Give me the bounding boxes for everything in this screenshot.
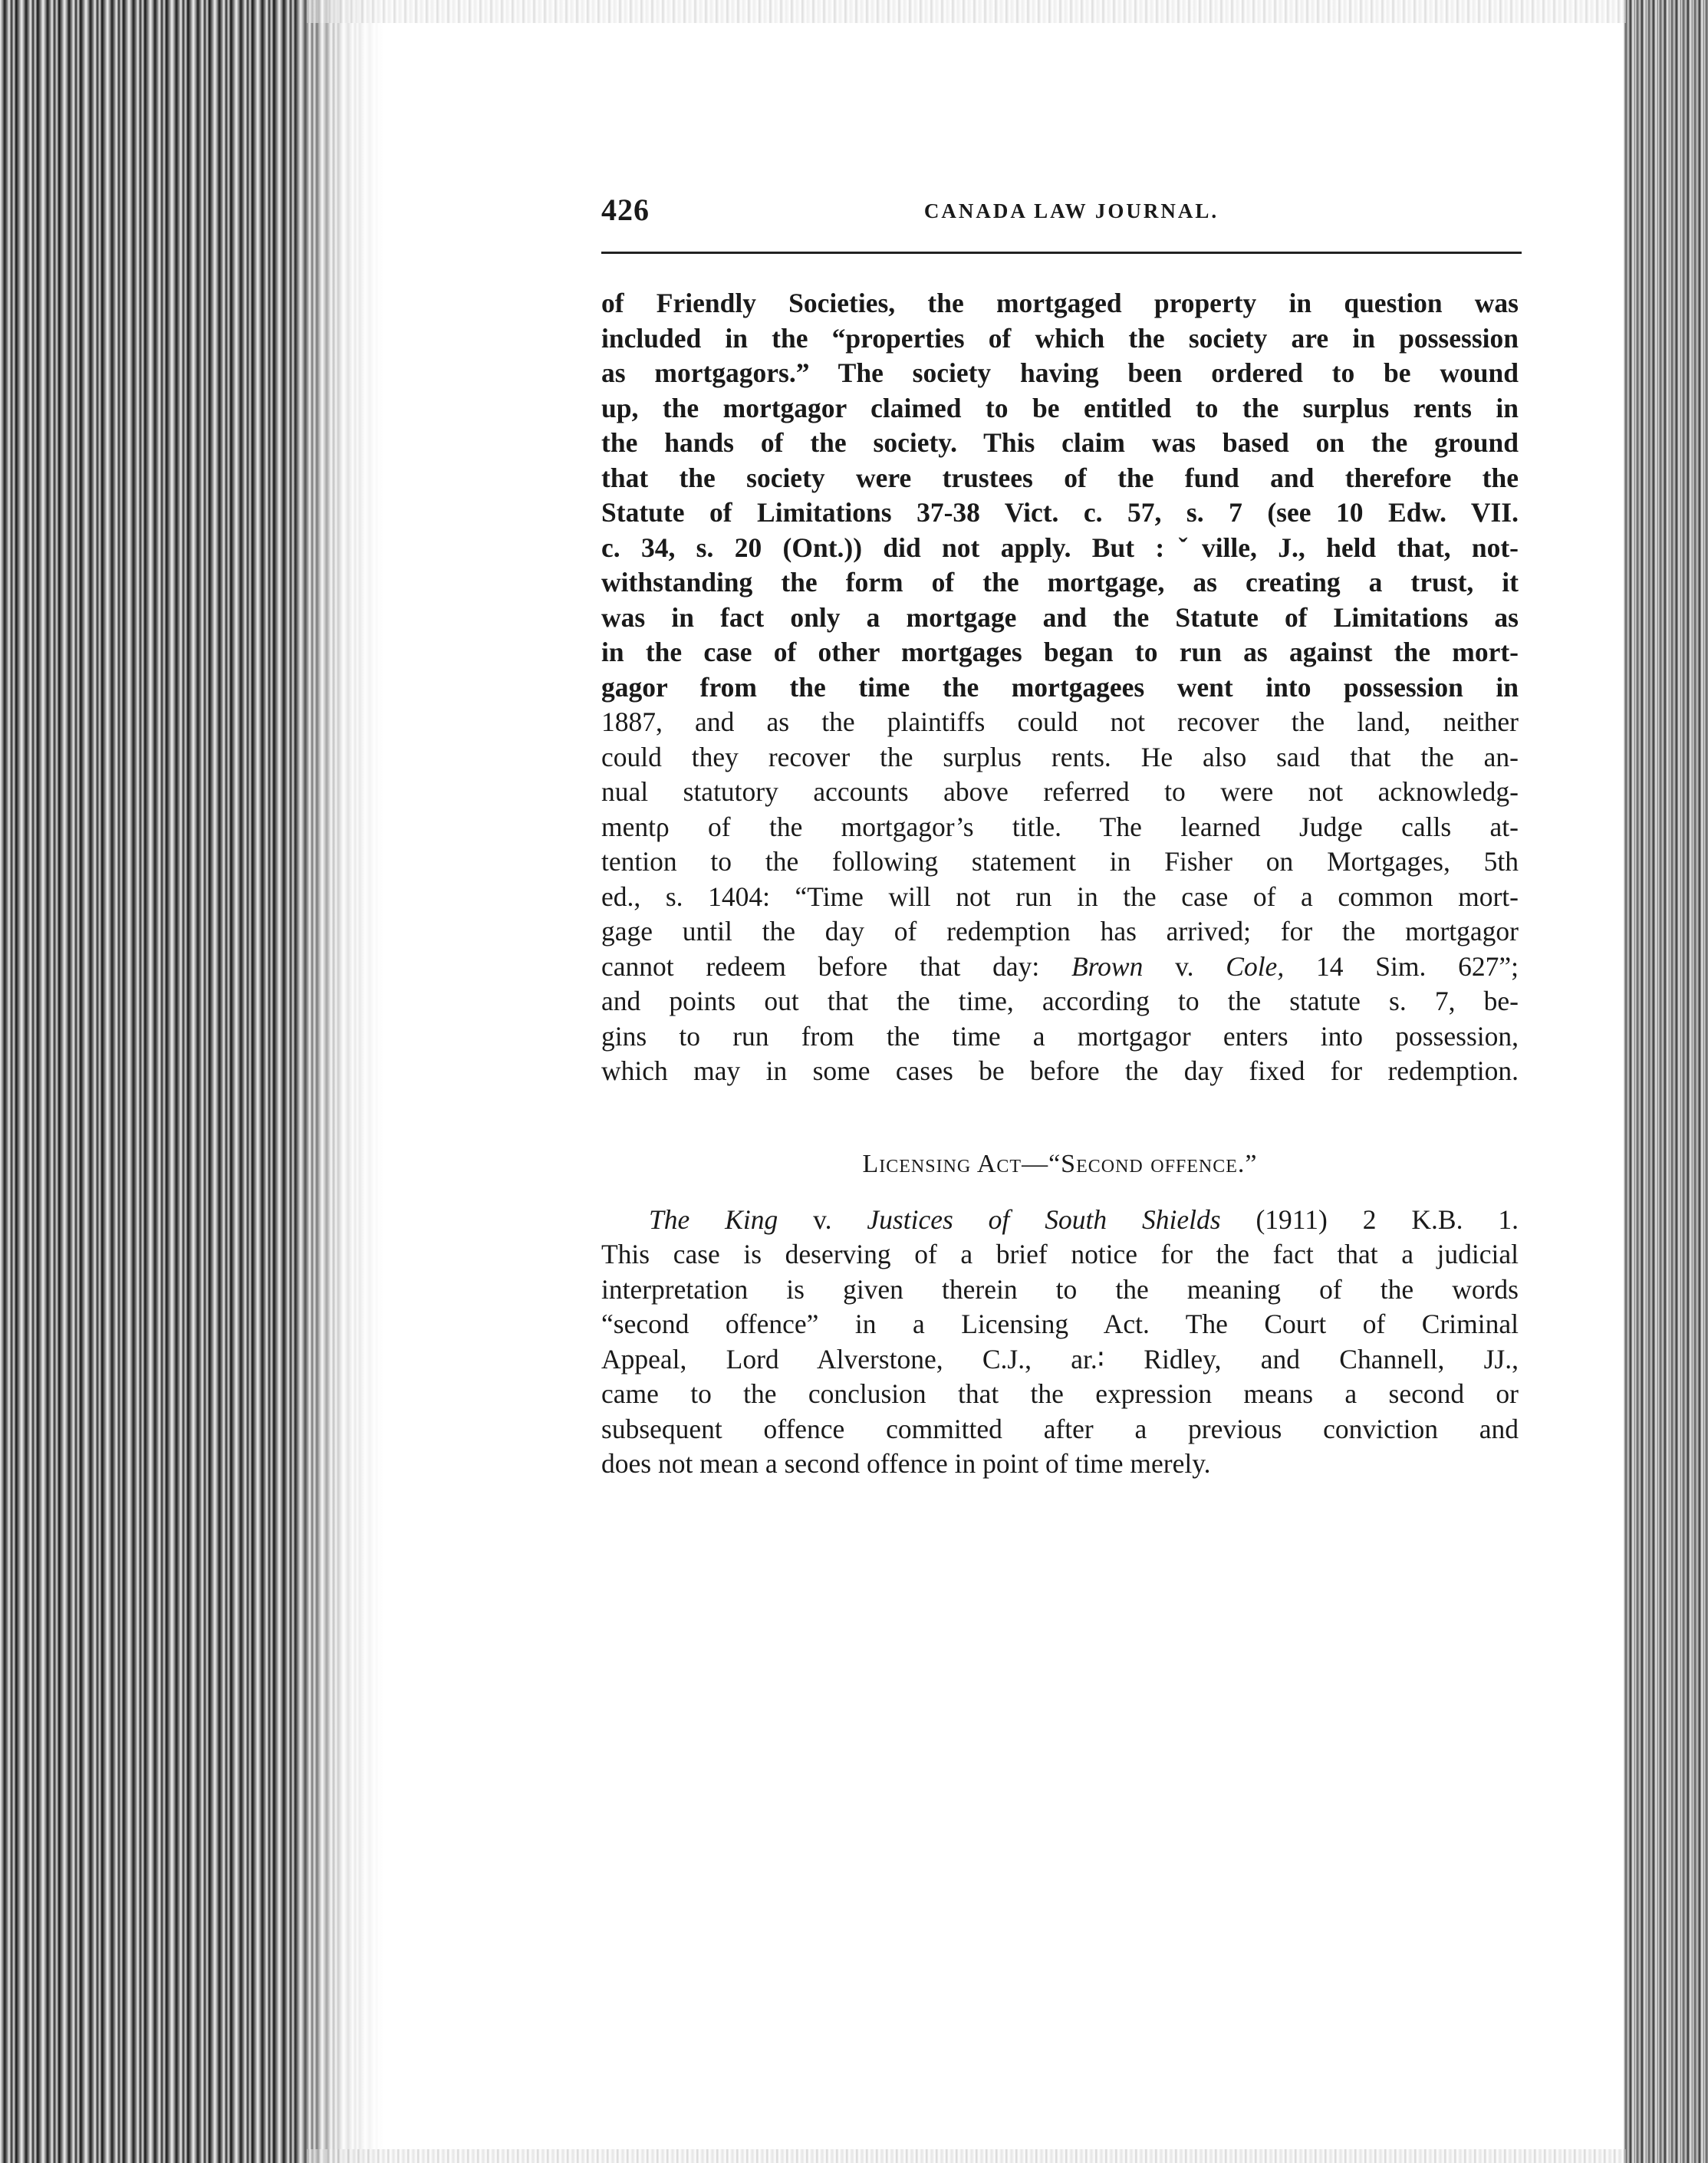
text-line: the hands of the society. This claim was based on the ground — [601, 427, 1519, 458]
text-line: mentρ of the mortgagor’s title. The learned Judge calls at- — [601, 811, 1519, 842]
case-party-justices: Justices of South Shields — [867, 1203, 1221, 1235]
text-line: gage until the day of redemption has arrived; for the mortgagor — [601, 916, 1519, 947]
text-segment: 14 Sim. 627”; — [1284, 950, 1519, 982]
text-line: gins to run from the time a mortgagor enters into possession, — [601, 1020, 1519, 1052]
text-line: that the society were trustees of the fund and therefore the — [601, 462, 1519, 493]
text-segment: cannot redeem before that day: — [601, 950, 1071, 982]
page-number: 426 — [601, 193, 650, 227]
text-line: could they recover the surplus rents. He also saıd that the an- — [601, 741, 1519, 772]
header-rule — [601, 252, 1522, 254]
case-citation-line — [601, 1203, 1519, 1238]
running-head — [601, 192, 1519, 238]
case-party-king: The King — [649, 1203, 778, 1235]
text-line-case-citation — [601, 950, 1519, 985]
paragraph-mortgage — [601, 286, 1519, 1089]
text-line: included in the “properties of which the society are in possession — [601, 322, 1519, 354]
text-segment: v. — [778, 1203, 867, 1235]
section-heading: Licensing Act—“Second offence.” — [862, 1149, 1258, 1178]
citation: (1911) 2 K.B. 1. — [1220, 1203, 1519, 1235]
text-line: in the case of other mortgages began to run as against the mort- — [601, 637, 1519, 667]
text-line: of Friendly Societies, the mortgaged property in question was — [601, 288, 1519, 318]
text-line: tention to the following statement in Fisher on Mortgages, 5th — [601, 846, 1519, 877]
case-name-cole: Cole, — [1226, 950, 1285, 982]
text-line: 1887, and as the plaintiffs could not recover the land, neither — [601, 706, 1519, 737]
text-line: ed., s. 1404: “Time will not run in the case of a common mort- — [601, 881, 1519, 912]
text-line: up, the mortgagor claimed to be entitled to the surplus rents in — [601, 392, 1519, 423]
text-segment: v. — [1143, 950, 1226, 982]
text-line: withstanding the form of the mortgage, as creating a trust, it — [601, 567, 1519, 598]
text-line: Statute of Limitations 37-38 Vict. c. 57, s. 7 (see 10 Edw. VII. — [601, 497, 1519, 528]
text-line: was in fact only a mortgage and the Statute of Limitations as — [601, 601, 1519, 633]
text-line: as mortgagors.” The society having been ordered to be wound — [601, 357, 1519, 388]
text-line: This case is deserving of a brief notice for the fact that a judicial — [601, 1239, 1519, 1269]
scan-gutter-left — [0, 0, 383, 2163]
text-line: c. 34, s. 20 (Ont.)) did not apply. But :ˇville, J., held that, not- — [601, 532, 1519, 563]
text-line: Appeal, Lord Alverstone, C.J., ar.∶ Ridley, and Channell, JJ., — [601, 1343, 1519, 1375]
scan-gutter-right — [1624, 0, 1708, 2163]
text-line: subsequent offence committed after a previous conviction and — [601, 1413, 1519, 1444]
text-line: came to the conclusion that the expression means a second or — [601, 1378, 1519, 1409]
text-line: which may in some cases be before the day fixed for redemption. — [601, 1055, 1519, 1086]
text-line: gagor from the time the mortgagees went into possession in — [601, 671, 1519, 703]
case-name-brown: Brown — [1071, 950, 1144, 982]
journal-title: CANADA LAW JOURNAL. — [923, 199, 1219, 222]
text-line: interpretation is given therein to the meaning of the words — [601, 1273, 1519, 1305]
text-line: “second offence” in a Licensing Act. The Court of Criminal — [601, 1309, 1519, 1339]
text-line: and points out that the time, according to the statute s. 7, be- — [601, 986, 1519, 1016]
scan-noise-bottom — [307, 2149, 1626, 2163]
text-line: does not mean a second offence in point of time merely. — [601, 1448, 1211, 1479]
text-line: nual statutory accounts above referred to were not acknowledg- — [601, 776, 1519, 807]
document-page — [601, 192, 1519, 1482]
scan-noise-top — [307, 0, 1626, 23]
paragraph-licensing — [601, 1203, 1519, 1482]
